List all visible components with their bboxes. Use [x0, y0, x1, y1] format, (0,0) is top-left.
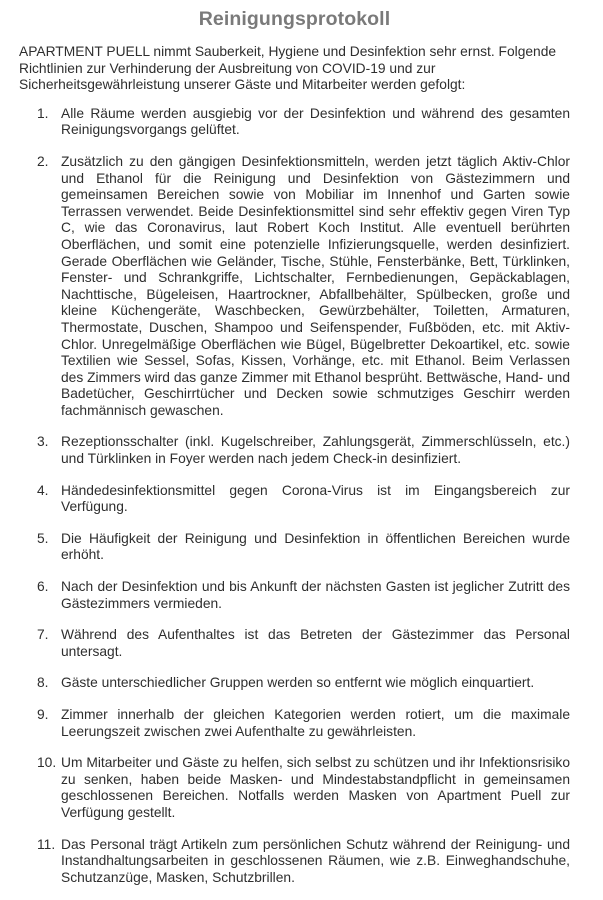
list-item	[19, 106, 570, 139]
item-number: 9.	[37, 707, 49, 722]
guideline-list	[19, 106, 570, 887]
item-text: Händedesinfektionsmittel gegen Corona-Virus ist im Eingangsbereich zur Verfügung.	[61, 482, 570, 515]
item-number: 3.	[37, 434, 49, 450]
intro-paragraph	[19, 44, 570, 94]
list-item	[19, 755, 570, 821]
item-text: Zimmer innerhalb der gleichen Kategorien werden rotiert, um die maximale Leerungszeit zwischen zwei Aufenthalte zu gewährleisten.	[61, 707, 570, 739]
list-item	[19, 675, 570, 692]
item-number: 10.	[37, 755, 57, 771]
intro-text: APARTMENT PUELL nimmt Sauberkeit, Hygiene und Desinfektion sehr ernst. Folgende Richtlinien zur Verhinderung der Ausbreitung von COVID-19 und zur Sicherheitsgewährleistung unserer Gäste und Mitarbeiter werden gefolgt:	[19, 44, 557, 93]
item-text: Während des Aufenthaltes ist das Betreten der Gästezimmer das Personal untersagt.	[61, 627, 570, 659]
list-item	[19, 579, 570, 612]
list-item	[19, 154, 570, 420]
document-title: Reinigungsprotokoll	[198, 8, 391, 30]
item-number: 11.	[37, 836, 56, 852]
item-text: Die Häufigkeit der Reinigung und Desinfektion in öffentlichen Bereichen wurde erhöht.	[61, 530, 570, 563]
item-text: Alle Räume werden ausgiebig vor der Desinfektion und während des gesamten Reinigungsvorgangs gelüftet.	[61, 105, 570, 138]
list-item	[19, 483, 570, 516]
list-item	[19, 434, 570, 467]
item-number: 4.	[37, 482, 49, 498]
list-item	[19, 707, 570, 740]
item-text: Gäste unterschiedlicher Gruppen werden so entfernt wie möglich einquartiert.	[61, 675, 535, 691]
item-number: 7.	[37, 627, 49, 643]
item-text: Zusätzlich zu den gängigen Desinfektionsmitteln, werden jetzt täglich Aktiv-Chlor und Ethanol für die Reinigung und Desinfektion von Gästezimmern und gemeinsamen Bereichen sowie von Mobiliar im Innenhof und Garten sowie Terrassen verwendet. Beide Desinfektionsmittel sind sehr effektiv gegen Viren Typ C, wie das Coronavirus, laut Robert Koch Institut. Alle eventuell berührten Oberflächen, und somit eine potenzielle Infizierungsquelle, werden desinfiziert. Gerade Oberflächen wie Geländer, Tische, Stühle, Fensterbänke, Bett, Türklinken, Fenster- und Schrankgriffe, Lichtschalter, Fernbedienungen, Gepäckablagen, Nachttische, Bügeleisen, Haartrockner, Abfallbehälter, Spülbecken, große und kleine Küchengeräte, Waschbecken, Gewürzbehälter, Toiletten, Armaturen, Thermostate, Duschen, Shampoo und Seifenspender, Fußböden, etc. mit Aktiv-Chlor. Unregelmäßige Oberflächen wie Bügel, Bügelbretter Dekoartikel, etc. sowie Textilien wie Sessel, Sofas, Kissen, Vorhänge, etc. mit Ethanol. Beim Verlassen des Zimmers wird das ganze Zimmer mit Ethanol besprüht. Bettwäsche, Hand- und Badetücher, Geschirrtücher und Decken sowie schmutziges Geschirr werden fachmännisch gewaschen.	[61, 153, 570, 418]
item-text: Rezeptionsschalter (inkl. Kugelschreiber, Zahlungsgerät, Zimmerschlüsseln, etc.) und Türklinken in Foyer werden nach jedem Check-in desinfiziert.	[61, 434, 570, 467]
item-number: 8.	[37, 675, 49, 691]
list-item	[19, 837, 570, 887]
item-number: 6.	[37, 579, 49, 595]
item-text: Nach der Desinfektion und bis Ankunft der nächsten Gasten ist jeglicher Zutritt des Gästezimmers vermieden.	[61, 579, 570, 611]
item-text: Um Mitarbeiter und Gäste zu helfen, sich selbst zu schützen und ihr Infektionsrisiko zu senken, haben beide Masken- und Mindestabstandpflicht in gemeinsamen geschlossenen Bereichen. Notfalls werden Masken von Apartment Puell zur Verfügung gestellt.	[61, 755, 570, 820]
list-item	[19, 531, 570, 564]
item-text: Das Personal trägt Artikeln zum persönlichen Schutz während der Reinigung- und Instandhaltungsarbeiten in geschlossenen Räumen, wie z.B. Einweghandschuhe, Schutzanzüge, Masken, Schutzbrillen.	[61, 836, 570, 885]
item-number: 2.	[37, 153, 49, 169]
item-number: 1.	[37, 105, 49, 121]
list-item	[19, 627, 570, 660]
item-number: 5.	[37, 530, 49, 546]
